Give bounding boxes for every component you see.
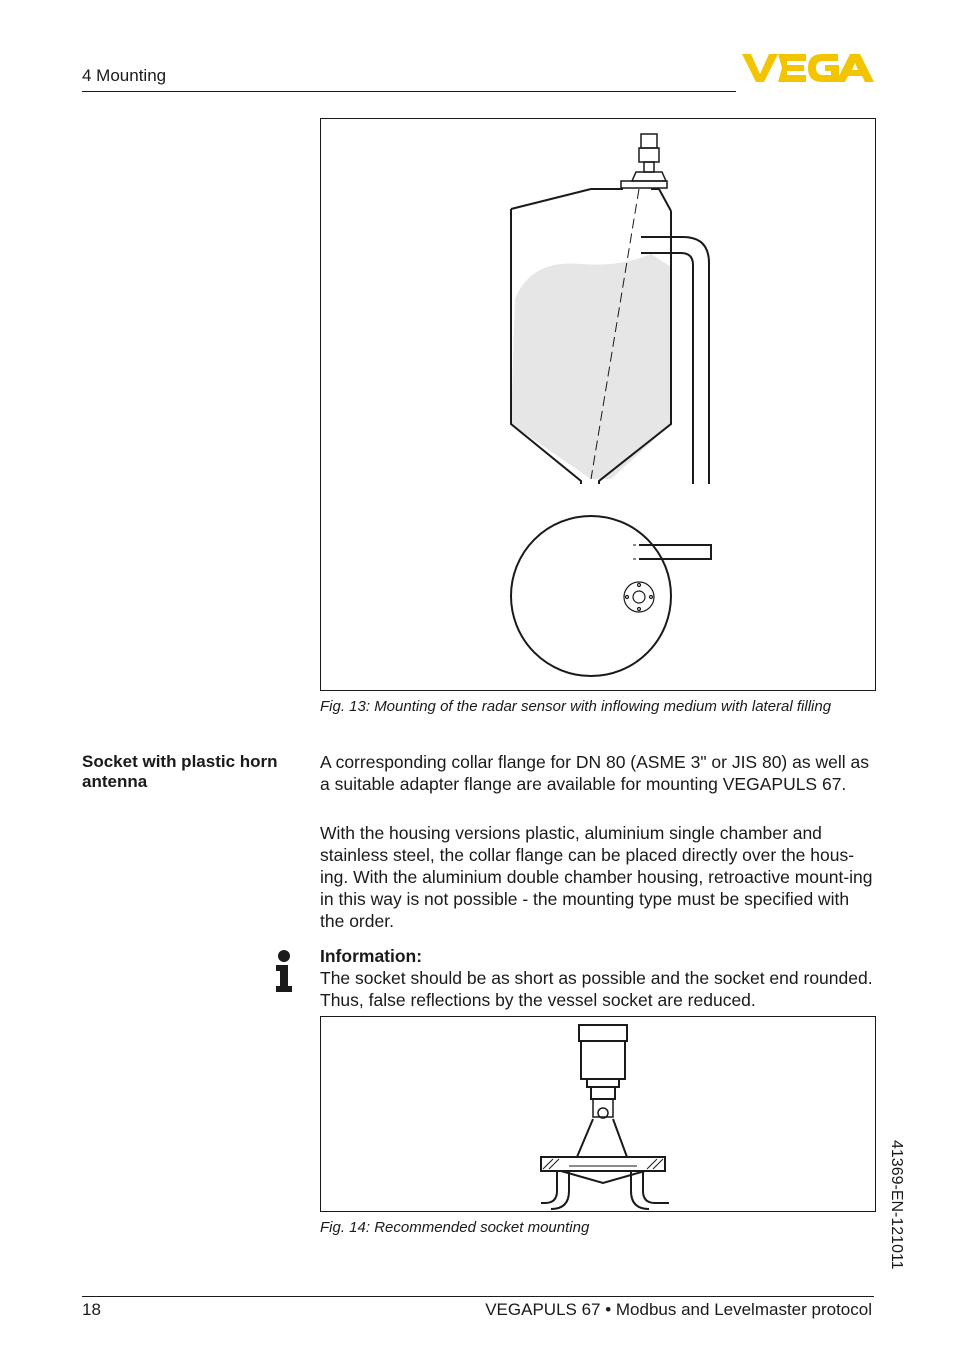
figure-14-illustration xyxy=(320,1016,876,1212)
footer-title: VEGAPULS 67 • Modbus and Levelmaster protocol xyxy=(485,1300,872,1319)
vessel-drawing xyxy=(321,119,877,692)
info-icon xyxy=(272,950,296,994)
footer-rule xyxy=(82,1296,874,1297)
figure-13-illustration xyxy=(320,118,876,691)
side-heading: Socket with plastic horn antenna xyxy=(82,752,278,791)
header-section-title: 4 Mounting xyxy=(82,66,167,85)
header-rule xyxy=(82,91,736,92)
figure-13-caption: Fig. 13: Mounting of the radar sensor with inflowing medium with lateral filling xyxy=(320,698,832,715)
info-text: The socket should be as short as possible and the socket end rounded. Thus, false reflections by the vessel socket are reduced. xyxy=(320,968,873,1010)
paragraph-collar-flange: A corresponding collar flange for DN 80 (ASME 3" or JIS 80) as well as a suitable adapter flange are available for mounting VEGAPULS 67. xyxy=(320,752,869,794)
paragraph-housing-versions: With the housing versions plastic, aluminium single chamber and stainless steel, the collar flange can be placed directly over the hous-ing. With the aluminium double chamber housing, retroactive mount-ing in this way is not possible - the mounting type must be specified with the order. xyxy=(320,823,873,931)
socket-mounting-drawing xyxy=(321,1017,877,1213)
document-number-text: 41369-EN-121011 xyxy=(888,1140,905,1270)
document-number xyxy=(887,1140,907,1300)
figure-14-caption: Fig. 14: Recommended socket mounting xyxy=(320,1219,590,1236)
page-number: 18 xyxy=(82,1300,101,1319)
vega-logo xyxy=(742,52,874,84)
info-title: Information: xyxy=(320,946,423,966)
